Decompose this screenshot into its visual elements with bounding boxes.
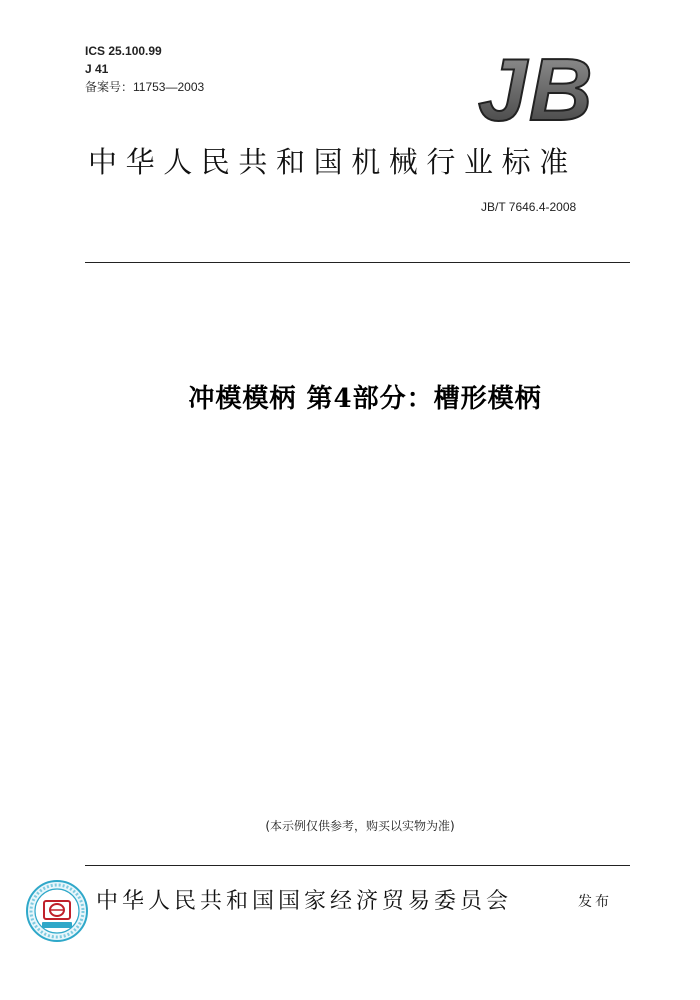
category-code: J 41 — [85, 62, 109, 76]
document-title: 冲模模柄 第4部分：槽形模柄 — [188, 384, 542, 414]
footer-divider — [85, 865, 630, 866]
ics-code: ICS 25.100.99 — [85, 44, 162, 58]
standard-number: JB/T 7646.4-2008 — [481, 200, 577, 214]
issuing-authority: 中华人民共和国国家经济贸易委员会 — [96, 889, 513, 914]
jb-logo — [472, 50, 622, 132]
certification-seal — [26, 880, 88, 942]
record-number: 备案号：11753—2003 — [85, 80, 205, 94]
publish-label: 发布 — [578, 894, 612, 910]
sample-note: (本示例仅供参考，购买以实物为准) — [265, 819, 455, 833]
document-metadata — [85, 42, 204, 96]
header-divider — [85, 262, 630, 263]
industry-standard-title: 中华人民共和国机械行业标准 — [88, 145, 577, 179]
jb-logo-text: JB — [478, 50, 595, 132]
